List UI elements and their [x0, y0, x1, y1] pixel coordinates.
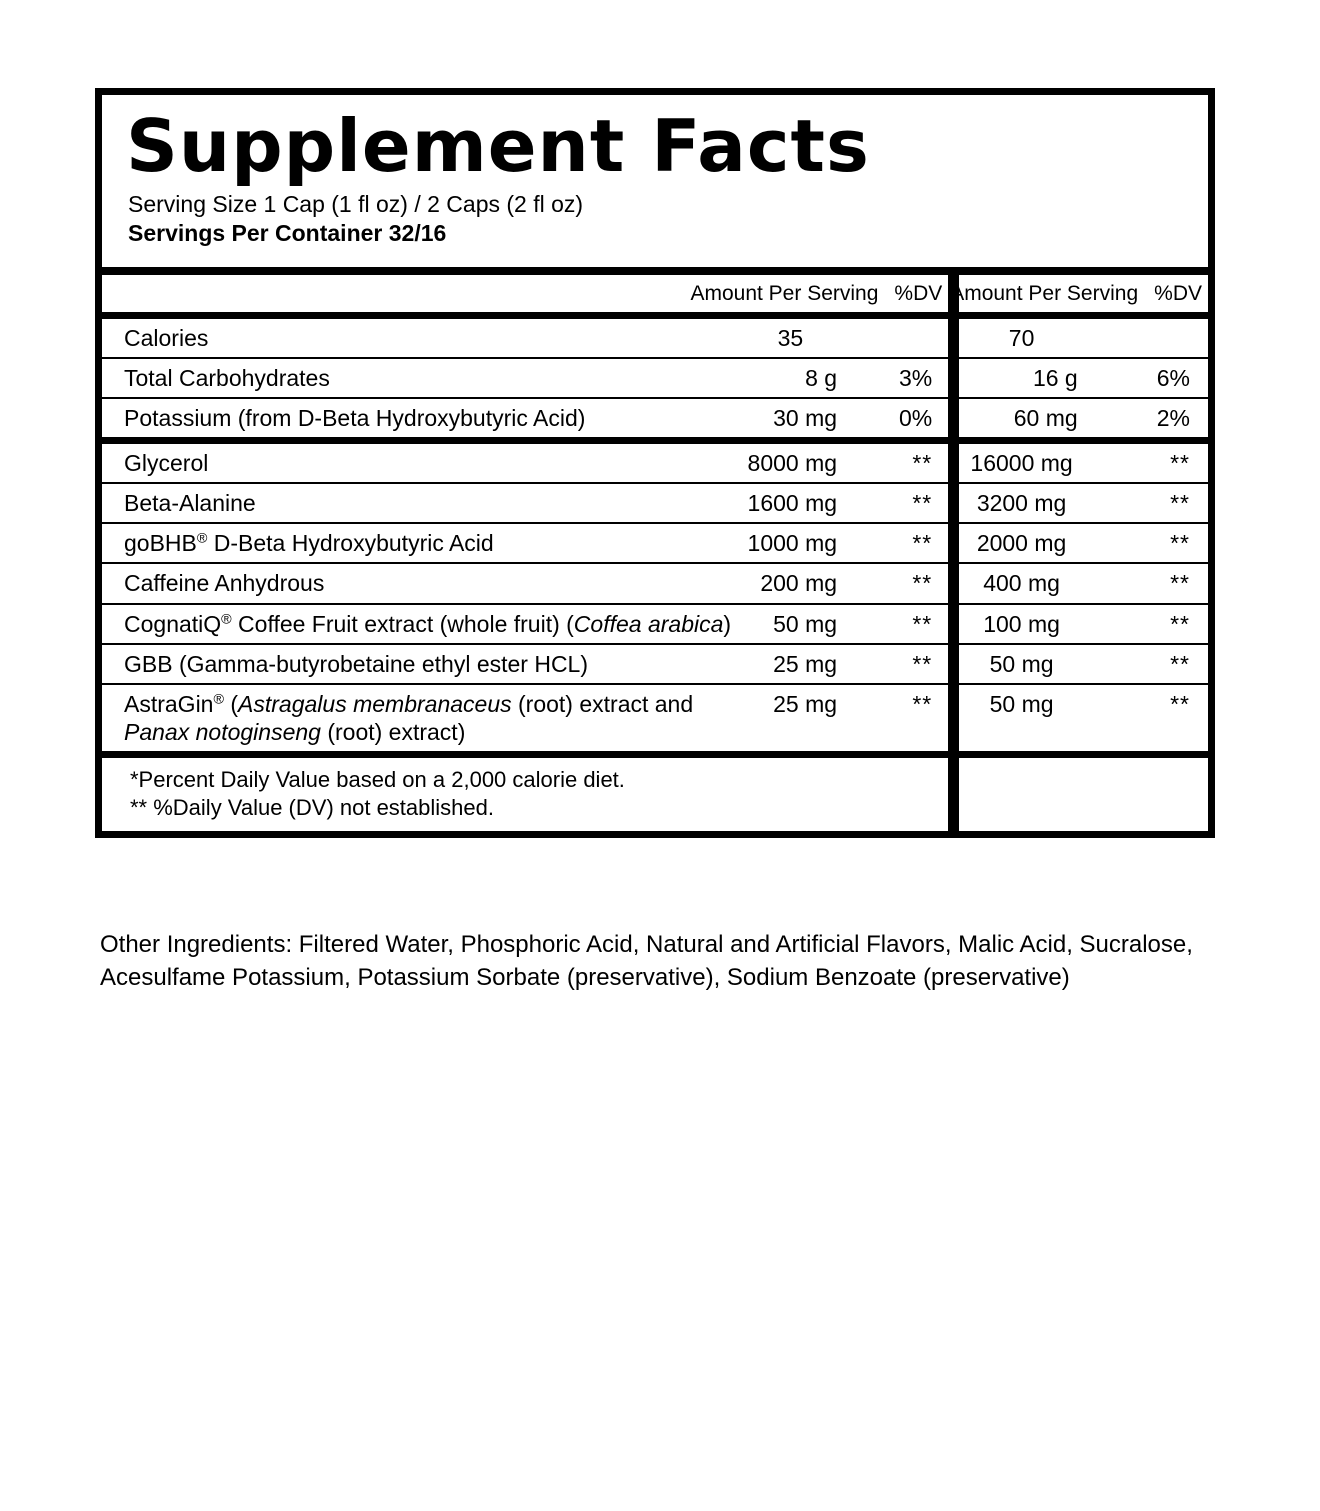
header-amount-per-serving-2: Amount Per Serving: [950, 281, 1139, 305]
column-separator: [948, 604, 959, 644]
nutrient-dv-1: **: [843, 563, 948, 603]
nutrient-name: Beta-Alanine: [102, 483, 738, 523]
nutrient-amount-1: 50 mg: [738, 604, 843, 644]
nutrient-name: AstraGin® (Astragalus membranaceus (root) extract and Panax notoginseng (root) extract): [102, 684, 738, 755]
footnotes-empty-cell: [959, 754, 1208, 831]
nutrient-dv-2: 2%: [1084, 398, 1208, 441]
column-separator: [948, 684, 959, 755]
nutrient-dv-1: **: [843, 684, 948, 755]
nutrient-amount-2: 400 mg: [959, 563, 1083, 603]
servings-per-container-text: Servings Per Container 32/16: [128, 219, 447, 246]
column-separator: [948, 754, 959, 831]
nutrient-amount-2: 3200 mg: [959, 483, 1083, 523]
nutrient-dv-1: **: [843, 604, 948, 644]
nutrient-amount-1: 25 mg: [738, 644, 843, 684]
table-header-row: [102, 275, 1208, 316]
header-group-2: [950, 275, 1208, 316]
footnote-dv-not-established: ** %Daily Value (DV) not established.: [130, 795, 494, 821]
nutrient-dv-2: **: [1084, 684, 1208, 755]
table-row: [102, 523, 1208, 563]
other-ingredients-text: Other Ingredients: Filtered Water, Phosphoric Acid, Natural and Artificial Flavors, Malic Acid, Sucralose, Acesulfame Potassium, Potassium Sorbate (preservative), Sodium Benzoate (preservative): [100, 931, 1193, 992]
column-separator: [948, 316, 959, 359]
nutrient-name: Potassium (from D-Beta Hydroxybutyric Acid): [102, 398, 738, 441]
nutrient-dv-1: **: [843, 483, 948, 523]
nutrient-name: Caffeine Anhydrous: [102, 563, 738, 603]
header-blank: [102, 275, 738, 316]
nutrient-amount-1: 1000 mg: [738, 523, 843, 563]
nutrient-dv-1: 3%: [843, 358, 948, 398]
nutrient-amount-1: 35: [738, 316, 843, 359]
header-dv-2: %DV: [1154, 281, 1202, 305]
nutrient-name: goBHB® D-Beta Hydroxybutyric Acid: [102, 523, 738, 563]
nutrient-amount-1: 200 mg: [738, 563, 843, 603]
nutrient-dv-2: [1084, 316, 1208, 359]
nutrient-amount-2: 50 mg: [959, 684, 1083, 755]
header-dv-1: %DV: [894, 281, 943, 305]
nutrient-name: GBB (Gamma-butyrobetaine ethyl ester HCL): [102, 644, 738, 684]
nutrient-dv-2: **: [1084, 441, 1208, 484]
nutrient-amount-2: 50 mg: [959, 644, 1083, 684]
nutrient-amount-2: 16000 mg: [959, 441, 1083, 484]
footnotes-cell: [102, 754, 948, 831]
table-row: [102, 316, 1208, 359]
supplement-facts-panel: [95, 88, 1215, 838]
header-group-1: [690, 275, 948, 316]
nutrient-name: Calories: [102, 316, 738, 359]
nutrient-dv-2: **: [1084, 563, 1208, 603]
nutrient-dv-2: 6%: [1084, 358, 1208, 398]
table-row: [102, 483, 1208, 523]
nutrient-dv-1: **: [843, 441, 948, 484]
nutrient-dv-1: [843, 316, 948, 359]
column-separator: [948, 644, 959, 684]
table-row: [102, 358, 1208, 398]
table-row: [102, 604, 1208, 644]
nutrient-name: CognatiQ® Coffee Fruit extract (whole fruit) (Coffea arabica): [102, 604, 738, 644]
nutrient-amount-2: 70: [959, 316, 1083, 359]
table-row: [102, 563, 1208, 603]
nutrient-dv-2: **: [1084, 523, 1208, 563]
label-header: [102, 95, 1208, 261]
nutrient-name: Glycerol: [102, 441, 738, 484]
page-title: Supplement Facts: [126, 104, 870, 188]
nutrient-amount-2: 60 mg: [959, 398, 1083, 441]
column-separator: [948, 398, 959, 441]
nutrient-dv-1: **: [843, 644, 948, 684]
table-row: [102, 441, 1208, 484]
column-separator: [948, 483, 959, 523]
nutrient-amount-1: 1600 mg: [738, 483, 843, 523]
column-separator: [948, 441, 959, 484]
footnote-percent-daily-value: *Percent Daily Value based on a 2,000 calorie diet.: [130, 766, 625, 792]
header-divider: [102, 267, 1208, 275]
column-separator: [948, 358, 959, 398]
nutrient-dv-2: **: [1084, 644, 1208, 684]
nutrient-amount-1: 30 mg: [738, 398, 843, 441]
table-row: [102, 398, 1208, 441]
footnotes-row: [102, 754, 1208, 831]
nutrient-dv-2: **: [1084, 604, 1208, 644]
table-row: [102, 644, 1208, 684]
serving-size-text: Serving Size 1 Cap (1 fl oz) / 2 Caps (2 fl oz): [128, 190, 584, 217]
table-row: [102, 684, 1208, 755]
nutrient-dv-2: **: [1084, 483, 1208, 523]
nutrient-name: Total Carbohydrates: [102, 358, 738, 398]
nutrient-dv-1: 0%: [843, 398, 948, 441]
column-separator: [948, 563, 959, 603]
nutrient-amount-2: 2000 mg: [959, 523, 1083, 563]
nutrient-dv-1: **: [843, 523, 948, 563]
header-amount-per-serving-1: Amount Per Serving: [690, 281, 879, 305]
nutrient-amount-1: 8 g: [738, 358, 843, 398]
nutrient-amount-2: 16 g: [959, 358, 1083, 398]
nutrient-amount-1: 25 mg: [738, 684, 843, 755]
nutrient-amount-2: 100 mg: [959, 604, 1083, 644]
column-separator: [948, 523, 959, 563]
nutrition-table: [102, 275, 1208, 831]
nutrient-amount-1: 8000 mg: [738, 441, 843, 484]
